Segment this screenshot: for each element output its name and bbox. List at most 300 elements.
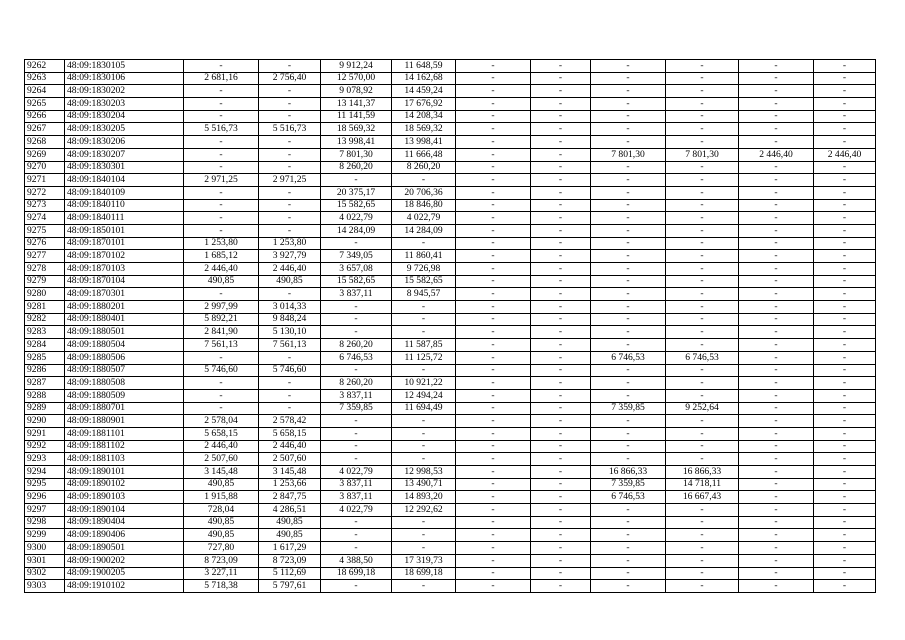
value-cell: -	[456, 199, 531, 212]
value-cell: -	[739, 263, 814, 276]
value-cell: -	[392, 440, 456, 453]
value-cell: -	[591, 554, 666, 567]
value-cell: 3 837,11	[321, 491, 392, 504]
cadastral-number-cell: 48:09:1830207	[65, 148, 184, 161]
value-cell: -	[739, 351, 814, 364]
value-cell: -	[666, 288, 739, 301]
table-row	[25, 98, 876, 111]
value-cell: -	[259, 110, 321, 123]
value-cell: -	[531, 123, 591, 136]
value-cell: 6 746,53	[321, 351, 392, 364]
value-cell: -	[666, 554, 739, 567]
value-cell: -	[591, 516, 666, 529]
row-number-cell: 9276	[25, 237, 65, 250]
row-number-cell: 9285	[25, 351, 65, 364]
value-cell: -	[321, 440, 392, 453]
value-cell: 2 971,25	[184, 174, 259, 187]
value-cell: -	[531, 440, 591, 453]
value-cell: 13 490,71	[392, 478, 456, 491]
value-cell: -	[531, 212, 591, 225]
value-cell: -	[739, 364, 814, 377]
value-cell: -	[184, 389, 259, 402]
cadastral-number-cell: 48:09:1840110	[65, 199, 184, 212]
value-cell: -	[666, 326, 739, 339]
value-cell: -	[814, 427, 876, 440]
value-cell: -	[666, 415, 739, 428]
value-cell: -	[739, 224, 814, 237]
value-cell: -	[259, 161, 321, 174]
row-number-cell: 9291	[25, 427, 65, 440]
value-cell: -	[259, 212, 321, 225]
value-cell: -	[591, 161, 666, 174]
value-cell: -	[591, 339, 666, 352]
value-cell: -	[591, 326, 666, 339]
value-cell: -	[814, 389, 876, 402]
value-cell: -	[259, 351, 321, 364]
value-cell: -	[666, 377, 739, 390]
value-cell: -	[591, 567, 666, 580]
value-cell: 1 253,80	[259, 237, 321, 250]
table-row	[25, 351, 876, 364]
value-cell: -	[814, 351, 876, 364]
value-cell: -	[591, 123, 666, 136]
value-cell: -	[591, 440, 666, 453]
value-cell: -	[531, 453, 591, 466]
value-cell: 7 561,13	[259, 339, 321, 352]
value-cell: -	[739, 402, 814, 415]
value-cell: 5 892,21	[184, 313, 259, 326]
value-cell: -	[666, 72, 739, 85]
value-cell: 12 570,00	[321, 72, 392, 85]
value-cell: -	[739, 491, 814, 504]
value-cell: -	[392, 326, 456, 339]
table-row	[25, 326, 876, 339]
value-cell: -	[456, 440, 531, 453]
value-cell: -	[591, 275, 666, 288]
value-cell: -	[259, 199, 321, 212]
value-cell: -	[531, 224, 591, 237]
value-cell: -	[456, 389, 531, 402]
value-cell: -	[814, 110, 876, 123]
value-cell: 3 927,79	[259, 250, 321, 263]
cadastral-number-cell: 48:09:1840111	[65, 212, 184, 225]
value-cell: 15 582,65	[321, 275, 392, 288]
value-cell: -	[814, 339, 876, 352]
value-cell: -	[184, 351, 259, 364]
value-cell: -	[321, 427, 392, 440]
value-cell: 5 797,61	[259, 580, 321, 593]
value-cell: 12 494,24	[392, 389, 456, 402]
value-cell: -	[321, 313, 392, 326]
value-cell: -	[456, 98, 531, 111]
cadastral-number-cell: 48:09:1910102	[65, 580, 184, 593]
value-cell: 5 130,10	[259, 326, 321, 339]
value-cell: -	[456, 123, 531, 136]
row-number-cell: 9267	[25, 123, 65, 136]
row-number-cell: 9287	[25, 377, 65, 390]
value-cell: 3 014,33	[259, 301, 321, 314]
value-cell: 3 837,11	[321, 288, 392, 301]
value-cell: -	[666, 516, 739, 529]
value-cell: -	[531, 60, 591, 73]
value-cell: 18 569,32	[321, 123, 392, 136]
row-number-cell: 9288	[25, 389, 65, 402]
value-cell: -	[814, 313, 876, 326]
table-row	[25, 263, 876, 276]
value-cell: 5 746,60	[259, 364, 321, 377]
cadastral-number-cell: 48:09:1870104	[65, 275, 184, 288]
cadastral-number-cell: 48:09:1880701	[65, 402, 184, 415]
value-cell: 7 801,30	[666, 148, 739, 161]
value-cell: -	[456, 110, 531, 123]
value-cell: -	[814, 453, 876, 466]
row-number-cell: 9280	[25, 288, 65, 301]
value-cell: 14 284,09	[321, 224, 392, 237]
value-cell: -	[814, 212, 876, 225]
cadastral-number-cell: 48:09:1881102	[65, 440, 184, 453]
value-cell: -	[456, 288, 531, 301]
data-table	[24, 59, 876, 593]
value-cell: -	[531, 326, 591, 339]
table-row	[25, 491, 876, 504]
value-cell: -	[456, 186, 531, 199]
value-cell: -	[392, 301, 456, 314]
value-cell: 1 253,66	[259, 478, 321, 491]
value-cell: -	[591, 415, 666, 428]
row-number-cell: 9293	[25, 453, 65, 466]
value-cell: 6 746,53	[591, 491, 666, 504]
value-cell: -	[184, 110, 259, 123]
cadastral-number-cell: 48:09:1830206	[65, 136, 184, 149]
cadastral-number-cell: 48:09:1900205	[65, 567, 184, 580]
value-cell: -	[456, 326, 531, 339]
value-cell: -	[321, 326, 392, 339]
value-cell: 8 723,09	[259, 554, 321, 567]
value-cell: -	[531, 542, 591, 555]
value-cell: -	[184, 60, 259, 73]
table-row	[25, 250, 876, 263]
value-cell: -	[321, 364, 392, 377]
value-cell: -	[739, 98, 814, 111]
value-cell: -	[814, 85, 876, 98]
value-cell: 727,80	[184, 542, 259, 555]
row-number-cell: 9273	[25, 199, 65, 212]
value-cell: -	[591, 580, 666, 593]
value-cell: -	[531, 504, 591, 517]
value-cell: 490,85	[259, 275, 321, 288]
value-cell: -	[739, 301, 814, 314]
value-cell: 2 446,40	[814, 148, 876, 161]
value-cell: 9 078,92	[321, 85, 392, 98]
row-number-cell: 9290	[25, 415, 65, 428]
value-cell: -	[321, 301, 392, 314]
value-cell: 2 841,90	[184, 326, 259, 339]
value-cell: 2 446,40	[259, 263, 321, 276]
value-cell: -	[666, 339, 739, 352]
value-cell: -	[456, 301, 531, 314]
value-cell: -	[392, 542, 456, 555]
value-cell: -	[456, 250, 531, 263]
cadastral-number-cell: 48:09:1880501	[65, 326, 184, 339]
value-cell: -	[392, 580, 456, 593]
value-cell: -	[814, 402, 876, 415]
value-cell: -	[666, 85, 739, 98]
value-cell: -	[666, 136, 739, 149]
value-cell: 2 971,25	[259, 174, 321, 187]
value-cell: -	[531, 199, 591, 212]
value-cell: -	[591, 427, 666, 440]
value-cell: 4 286,51	[259, 504, 321, 517]
value-cell: 3 145,48	[259, 466, 321, 479]
value-cell: 3 145,48	[184, 466, 259, 479]
table-row	[25, 389, 876, 402]
value-cell: -	[531, 275, 591, 288]
table-row	[25, 72, 876, 85]
table-row	[25, 148, 876, 161]
value-cell: -	[184, 161, 259, 174]
table-row	[25, 415, 876, 428]
cadastral-number-cell: 48:09:1880506	[65, 351, 184, 364]
value-cell: -	[814, 301, 876, 314]
row-number-cell: 9266	[25, 110, 65, 123]
value-cell: -	[739, 466, 814, 479]
value-cell: -	[531, 351, 591, 364]
value-cell: -	[814, 478, 876, 491]
value-cell: -	[739, 250, 814, 263]
value-cell: -	[814, 288, 876, 301]
value-cell: 11 648,59	[392, 60, 456, 73]
value-cell: 17 319,73	[392, 554, 456, 567]
value-cell: 490,85	[184, 478, 259, 491]
value-cell: -	[739, 542, 814, 555]
value-cell: -	[814, 72, 876, 85]
value-cell: 14 718,11	[666, 478, 739, 491]
value-cell: -	[739, 453, 814, 466]
row-number-cell: 9296	[25, 491, 65, 504]
cadastral-number-cell: 48:09:1830301	[65, 161, 184, 174]
table-row	[25, 466, 876, 479]
value-cell: -	[666, 186, 739, 199]
value-cell: -	[739, 136, 814, 149]
row-number-cell: 9302	[25, 567, 65, 580]
row-number-cell: 9271	[25, 174, 65, 187]
value-cell: -	[392, 313, 456, 326]
value-cell: 4 022,79	[321, 466, 392, 479]
value-cell: -	[259, 389, 321, 402]
cadastral-number-cell: 48:09:1840104	[65, 174, 184, 187]
value-cell: 2 507,60	[184, 453, 259, 466]
table-row	[25, 580, 876, 593]
value-cell: 3 227,11	[184, 567, 259, 580]
value-cell: -	[666, 504, 739, 517]
value-cell: -	[531, 478, 591, 491]
value-cell: 7 359,85	[591, 478, 666, 491]
value-cell: -	[456, 580, 531, 593]
value-cell: -	[321, 237, 392, 250]
value-cell: -	[591, 224, 666, 237]
table-row	[25, 288, 876, 301]
value-cell: 8 260,20	[321, 377, 392, 390]
table-row	[25, 313, 876, 326]
value-cell: 5 516,73	[184, 123, 259, 136]
value-cell: -	[531, 72, 591, 85]
value-cell: -	[591, 199, 666, 212]
value-cell: -	[814, 263, 876, 276]
cadastral-number-cell: 48:09:1900202	[65, 554, 184, 567]
cadastral-number-cell: 48:09:1830202	[65, 85, 184, 98]
value-cell: -	[456, 554, 531, 567]
table-row	[25, 199, 876, 212]
row-number-cell: 9277	[25, 250, 65, 263]
value-cell: -	[456, 224, 531, 237]
value-cell: -	[531, 148, 591, 161]
value-cell: 7 349,05	[321, 250, 392, 263]
row-number-cell: 9295	[25, 478, 65, 491]
value-cell: -	[531, 389, 591, 402]
value-cell: -	[814, 250, 876, 263]
value-cell: 8 260,20	[321, 339, 392, 352]
value-cell: -	[321, 516, 392, 529]
value-cell: -	[184, 224, 259, 237]
row-number-cell: 9297	[25, 504, 65, 517]
table-row	[25, 567, 876, 580]
value-cell: 11 141,59	[321, 110, 392, 123]
value-cell: 4 022,79	[321, 504, 392, 517]
value-cell: 12 998,53	[392, 466, 456, 479]
table-row	[25, 504, 876, 517]
value-cell: 2 997,99	[184, 301, 259, 314]
table-row	[25, 136, 876, 149]
value-cell: -	[591, 313, 666, 326]
value-cell: -	[739, 554, 814, 567]
cadastral-number-cell: 48:09:1830106	[65, 72, 184, 85]
cadastral-number-cell: 48:09:1890406	[65, 529, 184, 542]
value-cell: 490,85	[259, 529, 321, 542]
value-cell: -	[392, 415, 456, 428]
value-cell: -	[321, 580, 392, 593]
table-row	[25, 301, 876, 314]
value-cell: 5 516,73	[259, 123, 321, 136]
value-cell: -	[392, 427, 456, 440]
value-cell: 2 507,60	[259, 453, 321, 466]
value-cell: -	[814, 60, 876, 73]
value-cell: 490,85	[184, 516, 259, 529]
value-cell: -	[531, 250, 591, 263]
value-cell: -	[739, 123, 814, 136]
value-cell: -	[456, 567, 531, 580]
value-cell: -	[666, 237, 739, 250]
cadastral-number-cell: 48:09:1890104	[65, 504, 184, 517]
value-cell: -	[456, 85, 531, 98]
row-number-cell: 9299	[25, 529, 65, 542]
value-cell: -	[184, 212, 259, 225]
value-cell: -	[666, 389, 739, 402]
value-cell: 14 208,34	[392, 110, 456, 123]
value-cell: -	[591, 98, 666, 111]
value-cell: -	[456, 275, 531, 288]
value-cell: 10 921,22	[392, 377, 456, 390]
cadastral-number-cell: 48:09:1880901	[65, 415, 184, 428]
value-cell: 20 706,36	[392, 186, 456, 199]
value-cell: -	[456, 491, 531, 504]
value-cell: -	[456, 504, 531, 517]
value-cell: 11 694,49	[392, 402, 456, 415]
value-cell: 6 746,53	[666, 351, 739, 364]
table-row	[25, 516, 876, 529]
value-cell: -	[739, 529, 814, 542]
value-cell: -	[392, 364, 456, 377]
value-cell: 5 658,15	[259, 427, 321, 440]
value-cell: -	[814, 567, 876, 580]
value-cell: 15 582,65	[321, 199, 392, 212]
value-cell: -	[456, 466, 531, 479]
value-cell: -	[321, 415, 392, 428]
value-cell: 12 292,62	[392, 504, 456, 517]
cadastral-number-cell: 48:09:1880504	[65, 339, 184, 352]
value-cell: 13 141,37	[321, 98, 392, 111]
value-cell: 3 837,11	[321, 389, 392, 402]
value-cell: -	[739, 161, 814, 174]
value-cell: -	[591, 237, 666, 250]
value-cell: -	[666, 60, 739, 73]
table-row	[25, 440, 876, 453]
value-cell: -	[666, 427, 739, 440]
value-cell: -	[814, 136, 876, 149]
table-row	[25, 377, 876, 390]
value-cell: -	[259, 288, 321, 301]
value-cell: 7 801,30	[591, 148, 666, 161]
value-cell: -	[814, 554, 876, 567]
value-cell: -	[531, 339, 591, 352]
value-cell: 5 718,38	[184, 580, 259, 593]
value-cell: -	[814, 504, 876, 517]
value-cell: -	[814, 161, 876, 174]
value-cell: -	[739, 377, 814, 390]
value-cell: -	[666, 199, 739, 212]
value-cell: -	[531, 402, 591, 415]
table-row	[25, 542, 876, 555]
value-cell: -	[531, 263, 591, 276]
table-row	[25, 275, 876, 288]
value-cell: 2 578,42	[259, 415, 321, 428]
value-cell: -	[814, 415, 876, 428]
value-cell: 8 945,57	[392, 288, 456, 301]
value-cell: 8 723,09	[184, 554, 259, 567]
value-cell: 7 561,13	[184, 339, 259, 352]
row-number-cell: 9279	[25, 275, 65, 288]
cadastral-number-cell: 48:09:1890101	[65, 466, 184, 479]
row-number-cell: 9268	[25, 136, 65, 149]
value-cell: -	[814, 364, 876, 377]
value-cell: 18 569,32	[392, 123, 456, 136]
value-cell: -	[456, 339, 531, 352]
value-cell: -	[666, 567, 739, 580]
table-row	[25, 427, 876, 440]
value-cell: -	[321, 529, 392, 542]
value-cell: -	[591, 263, 666, 276]
value-cell: -	[739, 110, 814, 123]
row-number-cell: 9274	[25, 212, 65, 225]
value-cell: 5 658,15	[184, 427, 259, 440]
value-cell: -	[739, 427, 814, 440]
value-cell: -	[814, 516, 876, 529]
cadastral-number-cell: 48:09:1890404	[65, 516, 184, 529]
value-cell: -	[739, 186, 814, 199]
table-row	[25, 186, 876, 199]
value-cell: 9 252,64	[666, 402, 739, 415]
row-number-cell: 9270	[25, 161, 65, 174]
value-cell: -	[184, 199, 259, 212]
